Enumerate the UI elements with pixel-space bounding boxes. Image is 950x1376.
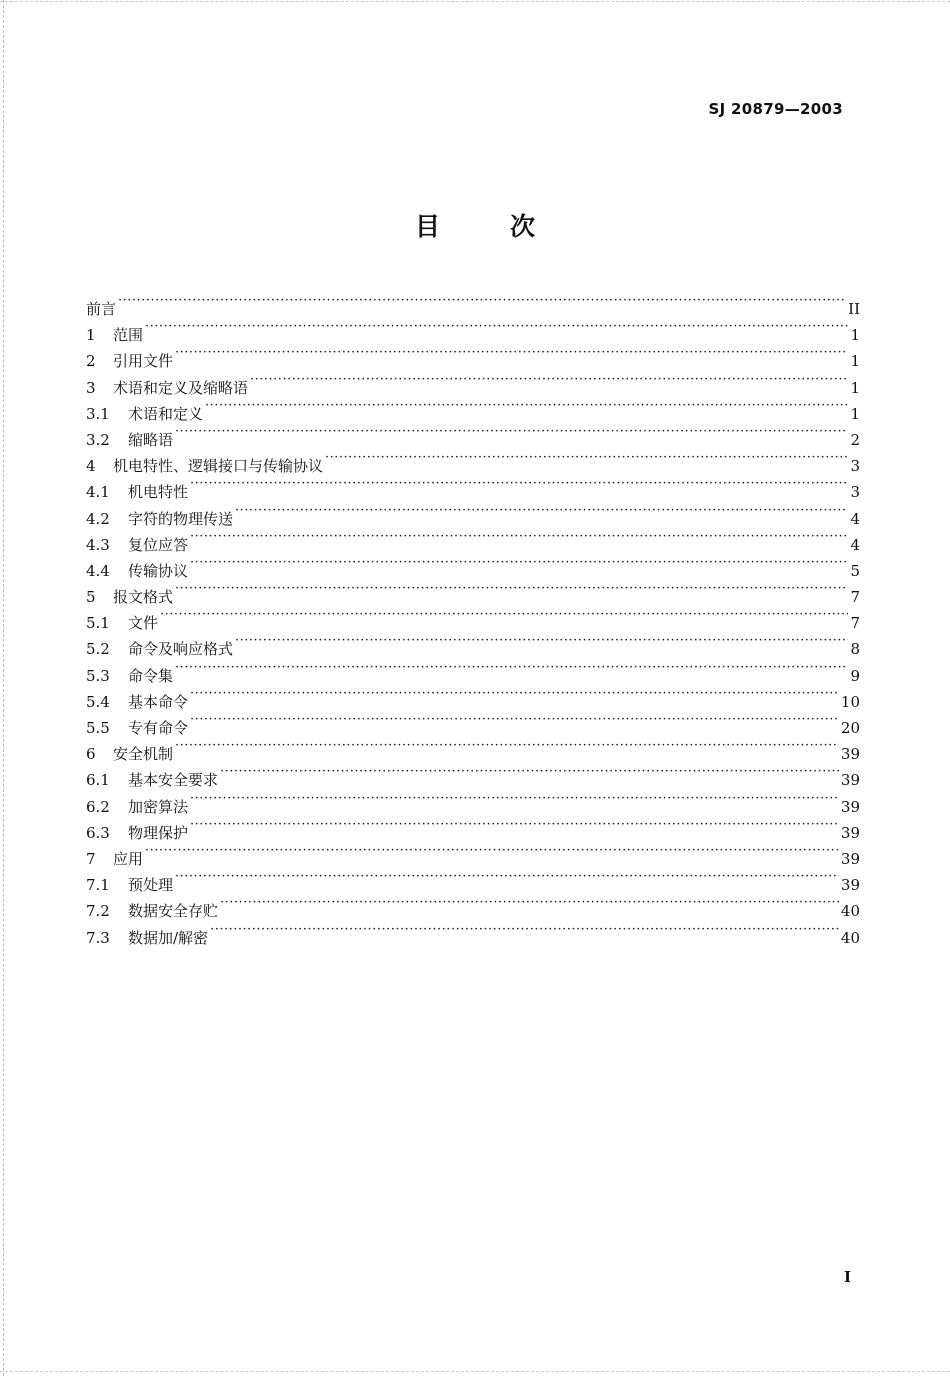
toc-entry[interactable]: [86, 419, 860, 449]
toc-dot-leader: [175, 864, 839, 890]
page-title: [0, 207, 950, 243]
toc-entry-number: 7.2: [86, 902, 110, 921]
toc-entry[interactable]: [86, 340, 860, 371]
toc-entry-number: 4.3: [86, 535, 110, 554]
toc-entry-page: II: [848, 300, 860, 318]
toc-entry[interactable]: [86, 733, 860, 764]
toc-entry[interactable]: [86, 628, 860, 659]
toc-entry-title: 应用: [113, 849, 144, 868]
toc-dot-leader: [190, 550, 848, 576]
toc-entry-title: 复位应答: [128, 535, 189, 554]
toc-entry-title: 基本命令: [128, 692, 189, 711]
toc-entry[interactable]: [86, 314, 860, 345]
toc-entry-number: 4.4: [86, 561, 110, 580]
toc-entry-title: 数据安全存贮: [128, 902, 219, 921]
toc-dot-leader: [190, 681, 839, 707]
toc-entry-page: 39: [840, 849, 860, 868]
toc-entry-page: 10: [840, 692, 860, 711]
toc-entry-title: 报文格式: [113, 588, 174, 607]
toc-entry[interactable]: [86, 655, 860, 685]
toc-entry[interactable]: [86, 864, 860, 895]
toc-entry-title: 安全机制: [113, 745, 174, 764]
toc-entry-number: 7.3: [86, 928, 110, 947]
toc-entry[interactable]: [86, 812, 860, 842]
toc-entry-page: 40: [840, 902, 860, 921]
toc-entry-number: 5.3: [86, 666, 110, 685]
toc-entry-number: 5: [86, 588, 96, 607]
toc-entry[interactable]: [86, 602, 860, 633]
toc-entry[interactable]: [86, 576, 860, 607]
toc-entry-page: 39: [840, 797, 860, 816]
toc-entry-number: 6.1: [86, 771, 110, 790]
toc-entry-number: 5.2: [86, 640, 110, 659]
toc-dot-leader: [210, 917, 839, 943]
toc-dot-leader: [190, 786, 839, 812]
toc-entry-title: 机电特性、逻辑接口与传输协议: [113, 457, 324, 476]
toc-entry-page: 39: [840, 823, 860, 842]
toc-dot-leader: [220, 890, 839, 916]
toc-entry[interactable]: [86, 759, 860, 790]
toc-entry-page: 1: [850, 326, 860, 345]
toc-entry[interactable]: [86, 838, 860, 868]
toc-dot-leader: [160, 602, 848, 628]
toc-entry-page: 3: [850, 483, 860, 502]
toc-dot-leader: [145, 838, 839, 864]
toc-entry-page: 1: [850, 352, 860, 371]
toc-entry-page: 39: [840, 771, 860, 790]
toc-entry-title: 缩略语: [128, 430, 174, 449]
toc-dot-leader: [118, 288, 846, 314]
title-part-2: 次: [510, 212, 536, 241]
toc-dot-leader: [235, 498, 848, 524]
toc-entry-page: 39: [840, 745, 860, 764]
toc-dot-leader: [175, 340, 848, 366]
toc-entry-page: 39: [840, 876, 860, 895]
toc-entry[interactable]: [86, 288, 860, 318]
toc-entry-number: 6.3: [86, 823, 110, 842]
toc-entry-number: 5.5: [86, 719, 110, 737]
toc-entry-title: 文件: [128, 614, 159, 633]
toc-entry-page: 40: [840, 928, 860, 947]
toc-entry-number: 7: [86, 849, 96, 868]
toc-dot-leader: [175, 419, 848, 445]
toc-entry-number: 3.2: [86, 430, 110, 449]
toc-entry-title: 术语和定义及缩略语: [113, 378, 249, 397]
title-part-1: 目: [414, 212, 440, 241]
toc-entry-title: 基本安全要求: [128, 771, 219, 790]
toc-entry-number: 4.1: [86, 483, 110, 502]
toc-dot-leader: [175, 576, 848, 602]
toc-dot-leader: [220, 759, 839, 785]
toc-entry-number: 5.1: [86, 614, 110, 633]
page-number: I: [843, 1268, 851, 1286]
toc-entry-page: 20: [840, 719, 860, 737]
toc-entry-number: 3.1: [86, 404, 110, 423]
toc-entry-page: 7: [850, 614, 860, 633]
toc-entry-number: 5.4: [86, 692, 110, 711]
toc-dot-leader: [175, 655, 848, 681]
toc-entry[interactable]: [86, 524, 860, 554]
toc-dot-leader: [250, 367, 848, 393]
toc-entry-number: 2: [86, 352, 96, 371]
toc-entry[interactable]: [86, 471, 860, 502]
toc-entry-number: 1: [86, 326, 96, 345]
toc-dot-leader: [325, 445, 848, 471]
toc-entry-number: 4.2: [86, 509, 110, 528]
toc-entry-title: 加密算法: [128, 797, 189, 816]
toc-dot-leader: [190, 812, 839, 838]
toc-entry-page: 5: [850, 561, 860, 580]
toc-entry-page: 4: [850, 535, 860, 554]
toc-entry-page: 3: [850, 457, 860, 476]
toc-entry-title: 范围: [113, 326, 144, 345]
toc-entry-title: 前言: [86, 300, 117, 318]
toc-entry-title: 命令及响应格式: [128, 640, 234, 659]
toc-entry-title: 传输协议: [128, 561, 189, 580]
toc-entry-number: 7.1: [86, 876, 110, 895]
toc-entry-page: 1: [850, 404, 860, 423]
toc-entry-title: 字符的物理传送: [128, 509, 234, 528]
toc-entry-page: 9: [850, 666, 860, 685]
toc-entry-title: 术语和定义: [128, 404, 204, 423]
toc-entry-number: 6.2: [86, 797, 110, 816]
toc-dot-leader: [145, 314, 848, 340]
toc-dot-leader: [190, 471, 848, 497]
toc-dot-leader: [205, 393, 848, 419]
toc-entry-title: 命令集: [128, 666, 174, 685]
toc-entry-title: 专有命令: [128, 719, 189, 737]
toc-entry[interactable]: [86, 786, 860, 816]
toc-entry[interactable]: [86, 681, 860, 711]
toc-entry[interactable]: [86, 890, 860, 921]
toc-entry[interactable]: [86, 550, 860, 580]
toc-dot-leader: [235, 628, 848, 654]
toc-entry-page: 1: [850, 378, 860, 397]
toc-entry-number: 4: [86, 457, 96, 476]
toc-dot-leader: [190, 524, 848, 550]
toc-entry-title: 数据加/解密: [128, 928, 209, 947]
toc-entry-number: 3: [86, 378, 96, 397]
toc-dot-leader: [190, 707, 839, 733]
table-of-contents: [86, 288, 860, 947]
toc-entry-title: 物理保护: [128, 823, 189, 842]
document-code: SJ 20879—2003: [708, 100, 843, 118]
toc-entry-title: 引用文件: [113, 352, 174, 371]
toc-entry-page: 8: [850, 640, 860, 659]
toc-entry-page: 4: [850, 509, 860, 528]
page-border-top: [0, 1, 950, 2]
toc-entry-page: 7: [850, 588, 860, 607]
toc-entry[interactable]: [86, 367, 860, 397]
toc-dot-leader: [175, 733, 839, 759]
page-border-bottom: [0, 1371, 950, 1372]
toc-entry[interactable]: [86, 707, 860, 737]
toc-entry-page: 2: [850, 430, 860, 449]
toc-entry-title: 预处理: [128, 876, 174, 895]
toc-entry[interactable]: [86, 498, 860, 528]
toc-entry-title: 机电特性: [128, 483, 189, 502]
toc-entry[interactable]: [86, 445, 860, 476]
toc-entry-number: 6: [86, 745, 96, 764]
